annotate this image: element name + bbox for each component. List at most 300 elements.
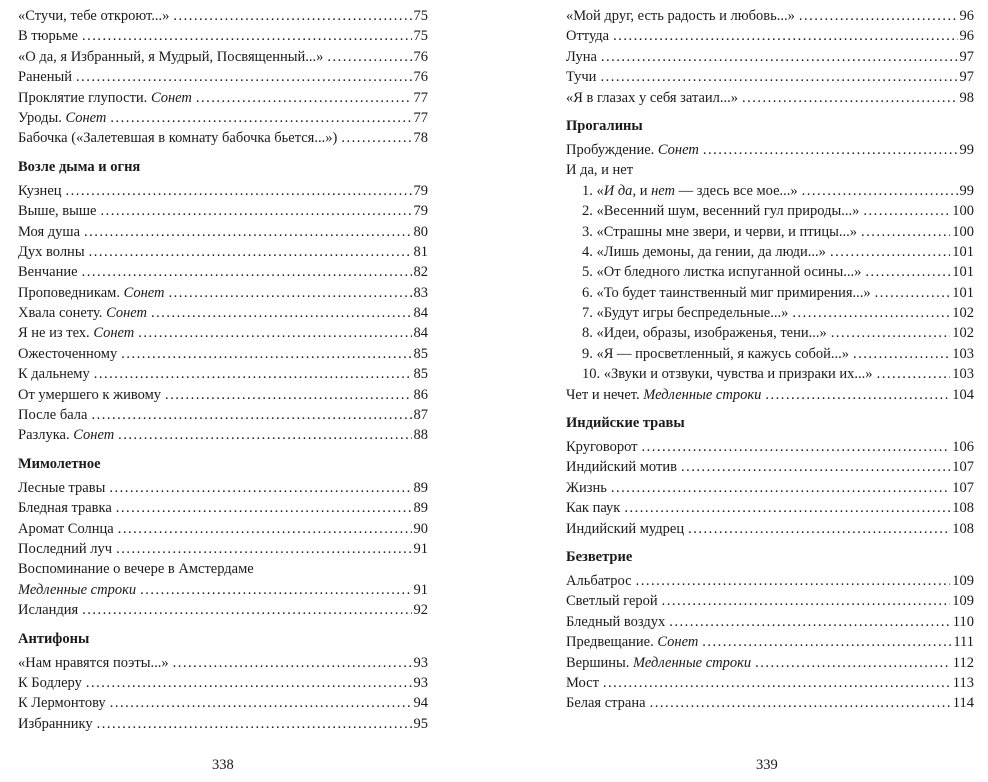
entry-page-number: 96 <box>959 28 974 45</box>
entry-title-text: Избраннику <box>18 715 93 732</box>
entry-title-text: К Лермонтову <box>18 695 106 712</box>
entry-title-text: Бабочка («Залетевшая в комнату бабочка бьется...») <box>18 130 338 147</box>
entry-title <box>566 632 698 652</box>
entry-title-text: Вершины. <box>566 654 634 671</box>
toc-entry <box>18 88 428 108</box>
dot-leader <box>650 693 951 713</box>
entry-title-italic: нет <box>651 182 675 199</box>
entry-title <box>582 323 827 343</box>
toc-entry <box>18 385 428 405</box>
dot-leader <box>624 498 950 518</box>
entry-page-number: 101 <box>952 284 974 301</box>
entry-title-text: Последний луч <box>18 540 113 557</box>
entry-page-number: 99 <box>959 182 974 199</box>
entry-title <box>18 539 112 559</box>
entry-page-number: 93 <box>413 674 428 691</box>
toc-entry <box>566 344 974 364</box>
entry-title <box>566 437 637 457</box>
entry-page-number: 77 <box>413 89 428 106</box>
entry-title-text: Ожесточенному <box>18 345 118 362</box>
entry-title <box>18 498 112 518</box>
entry-page-number: 80 <box>413 223 428 240</box>
entry-title <box>18 47 323 67</box>
toc-entry <box>18 653 428 673</box>
entry-title <box>18 344 117 364</box>
entry-page-number: 102 <box>952 305 974 322</box>
entry-title-text: Оттуда <box>566 28 610 45</box>
dot-leader <box>831 323 950 343</box>
dot-leader <box>799 6 958 26</box>
entry-page-number: 108 <box>952 520 974 537</box>
toc-entry <box>566 653 974 673</box>
entry-page-number: 75 <box>413 8 428 24</box>
entry-title-text: К дальнему <box>18 366 90 383</box>
entry-title-text: Проклятие глупости. <box>18 89 151 106</box>
dot-leader <box>118 425 411 445</box>
toc-entry <box>18 323 428 343</box>
entry-page-number: 85 <box>413 366 428 383</box>
entry-title-italic: Сонет <box>123 284 165 301</box>
entry-title-text: 2. «Весенний шум, весенний гул природы...» <box>582 203 860 220</box>
dot-leader <box>603 673 951 693</box>
toc-entry <box>18 714 428 734</box>
entry-title <box>18 303 147 323</box>
toc-entry <box>566 364 974 384</box>
dot-leader <box>110 108 411 128</box>
entry-title-italic: Сонет <box>93 325 135 342</box>
dot-leader <box>861 222 950 242</box>
entry-page-number: 84 <box>413 325 428 342</box>
entry-page-number: 97 <box>959 69 974 86</box>
toc-entry <box>566 591 974 611</box>
toc-entry <box>18 26 428 46</box>
entry-title <box>566 26 609 46</box>
toc-entry <box>18 405 428 425</box>
toc-entry <box>18 673 428 693</box>
entry-title <box>18 653 169 673</box>
entry-title <box>18 201 96 221</box>
toc-entry <box>566 47 974 67</box>
entry-title-text: 10. «Звуки и отзвуки, чувства и призраки их...» <box>582 366 873 383</box>
toc-entry <box>18 303 428 323</box>
entry-page-number: 109 <box>952 572 974 589</box>
entry-title <box>18 26 78 46</box>
entry-title-italic: Сонет <box>73 427 115 444</box>
entry-page-number: 104 <box>952 386 974 403</box>
entry-title <box>566 457 677 477</box>
toc-entry <box>18 6 428 26</box>
dot-leader <box>802 181 958 201</box>
entry-page-number: 112 <box>952 654 974 671</box>
entry-page-number: 114 <box>952 695 974 712</box>
entry-title <box>566 519 684 539</box>
entry-page-number: 95 <box>413 715 428 732</box>
entry-page-number: 108 <box>952 500 974 517</box>
entry-title-text: Бледная травка <box>18 500 112 517</box>
dot-leader <box>66 181 412 201</box>
entry-page-number: 81 <box>413 243 428 260</box>
entry-title-text: «Нам нравятся поэты...» <box>18 654 169 671</box>
dot-leader <box>681 457 950 477</box>
entry-title <box>566 591 658 611</box>
entry-title <box>582 303 788 323</box>
entry-page-number: 98 <box>959 89 974 106</box>
entry-page-number: 91 <box>413 581 428 598</box>
entry-page-number: 89 <box>413 500 428 517</box>
dot-leader <box>118 519 412 539</box>
left-page <box>18 0 428 782</box>
entry-title-italic: Сонет <box>150 89 192 106</box>
entry-title-text: Жизнь <box>566 479 607 496</box>
toc-entry <box>566 242 974 262</box>
entry-page-number: 101 <box>952 243 974 260</box>
entry-title <box>582 364 873 384</box>
entry-title-text: 9. «Я — просветленный, я кажусь собой...» <box>582 345 850 362</box>
dot-leader <box>165 385 411 405</box>
entry-page-number: 75 <box>413 28 428 45</box>
dot-leader <box>601 47 958 67</box>
toc-entry <box>18 344 428 364</box>
entry-title <box>566 673 599 693</box>
entry-title <box>18 262 78 282</box>
entry-title-text: Дух волны <box>18 243 85 260</box>
entry-title-text: Кузнец <box>18 182 62 199</box>
entry-title-text: После бала <box>18 407 88 424</box>
entry-page-number: 79 <box>413 203 428 220</box>
dot-leader <box>91 405 411 425</box>
dot-leader <box>82 26 412 46</box>
dot-leader <box>100 201 411 221</box>
entry-title <box>18 478 105 498</box>
entry-page-number: 88 <box>413 427 428 444</box>
entry-page-number: 85 <box>413 345 428 362</box>
toc-entry <box>566 571 974 591</box>
toc-list <box>18 0 428 734</box>
dot-leader <box>702 632 951 652</box>
toc-entry <box>566 478 974 498</box>
section-heading: Возле дыма и огня <box>18 158 141 175</box>
entry-title-text: В тюрьме <box>18 28 78 45</box>
entry-title-text: 4. «Лишь демоны, да гении, да люди...» <box>582 243 826 260</box>
dot-leader <box>89 242 412 262</box>
entry-title <box>566 612 665 632</box>
dot-leader <box>76 67 412 87</box>
dot-leader <box>611 478 950 498</box>
toc-entry <box>566 26 974 46</box>
toc-entry <box>566 498 974 518</box>
entry-title-italic: Медленные строки <box>633 654 752 671</box>
entry-title-text: Альбатрос <box>566 572 632 589</box>
entry-title <box>18 6 169 26</box>
entry-title <box>566 47 597 67</box>
toc-entry <box>18 201 428 221</box>
dot-leader <box>116 539 411 559</box>
toc-entry-line: Воспоминание о вечере в Амстердаме <box>18 561 254 578</box>
entry-title-text: «Мой друг, есть радость и любовь...» <box>566 8 795 24</box>
dot-leader <box>151 303 412 323</box>
toc-entry <box>18 108 428 128</box>
toc-entry <box>18 181 428 201</box>
entry-title-text: 7. «Будут игры беспредельные...» <box>582 305 789 322</box>
entry-title-text: Я не из тех. <box>18 325 94 342</box>
entry-title <box>18 128 337 148</box>
dot-leader <box>875 283 951 303</box>
entry-title <box>566 693 646 713</box>
toc-entry <box>566 612 974 632</box>
dot-leader <box>742 88 957 108</box>
entry-title-text: Раненый <box>18 69 72 86</box>
entry-title <box>18 283 165 303</box>
toc-entry <box>18 539 428 559</box>
toc-entry <box>18 283 428 303</box>
entry-title-text: Чет и нечет. <box>566 386 644 403</box>
entry-title <box>18 580 136 600</box>
entry-title <box>582 222 857 242</box>
entry-page-number: 96 <box>959 8 974 24</box>
entry-page-number: 76 <box>413 69 428 86</box>
dot-leader <box>169 283 412 303</box>
entry-page-number: 103 <box>952 366 974 383</box>
entry-title-text: Луна <box>566 48 597 65</box>
toc-entry <box>566 67 974 87</box>
entry-title-italic: Медленные строки <box>18 581 137 598</box>
entry-title <box>582 283 871 303</box>
entry-title <box>18 67 72 87</box>
entry-page-number: 101 <box>952 264 974 281</box>
toc-entry <box>566 693 974 713</box>
entry-title <box>18 242 85 262</box>
dot-leader <box>765 385 950 405</box>
dot-leader <box>641 437 950 457</box>
entry-title <box>566 478 607 498</box>
dot-leader <box>110 693 412 713</box>
entry-page-number: 110 <box>952 613 974 630</box>
entry-title <box>18 108 106 128</box>
entry-title-text: Светлый герой <box>566 593 658 610</box>
entry-title <box>18 519 114 539</box>
toc-entry <box>18 478 428 498</box>
entry-title <box>582 181 798 201</box>
entry-title <box>566 140 699 160</box>
entry-page-number: 86 <box>413 386 428 403</box>
dot-leader <box>109 478 411 498</box>
entry-title-text: Круговорот <box>566 439 638 456</box>
dot-leader <box>97 714 412 734</box>
right-page <box>566 0 974 782</box>
entry-page-number: 77 <box>413 109 428 126</box>
dot-leader <box>86 673 412 693</box>
entry-page-number: 82 <box>413 264 428 281</box>
section-heading: Антифоны <box>18 630 90 647</box>
dot-leader <box>82 262 412 282</box>
page-number: 338 <box>212 757 234 773</box>
entry-title <box>582 262 861 282</box>
entry-title <box>566 498 620 518</box>
entry-title <box>18 181 62 201</box>
toc-list <box>566 0 974 714</box>
entry-title <box>566 67 596 87</box>
entry-title <box>566 653 751 673</box>
dot-leader <box>121 344 411 364</box>
entry-title-text: Венчание <box>18 264 78 281</box>
entry-title-text: Хвала сонету. <box>18 305 107 322</box>
dot-leader <box>792 303 950 323</box>
toc-entry <box>18 67 428 87</box>
entry-title-text: К Бодлеру <box>18 674 82 691</box>
dot-leader <box>82 600 411 620</box>
toc-entry <box>18 519 428 539</box>
entry-page-number: 100 <box>952 203 974 220</box>
entry-title-text: Предвещание. <box>566 634 658 651</box>
entry-title-text: «О да, я Избранный, я Мудрый, Посвященный...» <box>18 48 324 65</box>
dot-leader <box>173 6 411 26</box>
entry-title <box>18 323 134 343</box>
toc-entry <box>18 425 428 445</box>
entry-page-number: 102 <box>952 325 974 342</box>
dot-leader <box>755 653 951 673</box>
entry-title-text: «Я в глазах у себя затаил...» <box>566 89 739 106</box>
dot-leader <box>613 26 957 46</box>
entry-page-number: 99 <box>959 141 974 158</box>
entry-title-text: Аромат Солнца <box>18 520 114 537</box>
entry-page-number: 83 <box>413 284 428 301</box>
entry-page-number: 107 <box>952 479 974 496</box>
entry-page-number: 87 <box>413 407 428 424</box>
dot-leader <box>138 323 411 343</box>
entry-page-number: 113 <box>952 674 974 691</box>
toc-entry <box>566 673 974 693</box>
dot-leader <box>669 612 951 632</box>
entry-title <box>18 714 93 734</box>
entry-title-text: 1. « <box>582 182 604 199</box>
toc-entry <box>566 323 974 343</box>
entry-title-text: Моя душа <box>18 223 81 240</box>
entry-title <box>18 222 80 242</box>
toc-entry <box>18 580 428 600</box>
toc-entry <box>566 457 974 477</box>
entry-title <box>18 600 78 620</box>
entry-title-text: Тучи <box>566 69 597 86</box>
entry-title-text: Индийский мудрец <box>566 520 685 537</box>
entry-title-text: Проповедникам. <box>18 284 124 301</box>
entry-title-text: Исландия <box>18 602 79 619</box>
entry-title-italic: И да <box>603 182 633 199</box>
section-heading: Прогалины <box>566 117 643 134</box>
entry-page-number: 91 <box>413 540 428 557</box>
entry-page-number: 111 <box>953 634 974 651</box>
entry-title-text: 5. «От бледного листка испуганной осины...» <box>582 264 862 281</box>
entry-page-number: 103 <box>952 345 974 362</box>
toc-entry <box>566 262 974 282</box>
toc-entry <box>566 181 974 201</box>
entry-title <box>18 88 192 108</box>
dot-leader <box>662 591 951 611</box>
entry-title-text: 6. «То будет таинственный миг примирения...» <box>582 284 871 301</box>
entry-title-text: 3. «Страшны мне звери, и черви, и птицы...» <box>582 223 857 240</box>
entry-page-number: 100 <box>952 223 974 240</box>
entry-page-number: 94 <box>413 695 428 712</box>
entry-title-text: Белая страна <box>566 695 646 712</box>
toc-entry <box>566 385 974 405</box>
toc-entry <box>566 6 974 26</box>
entry-title <box>566 6 795 26</box>
entry-page-number: 90 <box>413 520 428 537</box>
toc-entry <box>566 632 974 652</box>
page-number: 339 <box>756 757 778 773</box>
entry-title-text: Уроды. <box>18 109 66 126</box>
entry-title <box>18 385 161 405</box>
dot-leader <box>140 580 411 600</box>
toc-entry <box>18 128 428 148</box>
toc-entry <box>566 303 974 323</box>
entry-page-number: 106 <box>952 439 974 456</box>
entry-title <box>566 385 761 405</box>
dot-leader <box>341 128 411 148</box>
entry-title-text: Бледный воздух <box>566 613 666 630</box>
toc-entry <box>566 201 974 221</box>
section-heading: Индийские травы <box>566 415 685 432</box>
entry-page-number: 89 <box>413 479 428 496</box>
entry-title <box>18 364 90 384</box>
entry-title-text: Пробуждение. <box>566 141 658 158</box>
entry-title-text: Выше, выше <box>18 203 97 220</box>
toc-entry <box>18 600 428 620</box>
entry-title-italic: Сонет <box>65 109 107 126</box>
entry-page-number: 79 <box>413 182 428 199</box>
entry-title-text: — здесь все мое...» <box>675 182 798 199</box>
entry-title-text: Как паук <box>566 500 621 517</box>
entry-title-italic: Сонет <box>106 305 147 322</box>
dot-leader <box>877 364 951 384</box>
toc-entry <box>566 222 974 242</box>
entry-title-italic: Сонет <box>657 634 699 651</box>
dot-leader <box>636 571 951 591</box>
toc-entry <box>18 498 428 518</box>
toc-entry <box>566 519 974 539</box>
entry-title <box>566 571 632 591</box>
entry-title-text: От умершего к живому <box>18 386 162 403</box>
entry-page-number: 109 <box>952 593 974 610</box>
toc-entry <box>18 364 428 384</box>
toc-entry <box>566 283 974 303</box>
section-heading: Безветрие <box>566 548 633 565</box>
dot-leader <box>830 242 950 262</box>
toc-entry <box>18 242 428 262</box>
entry-page-number: 93 <box>413 654 428 671</box>
dot-leader <box>173 653 412 673</box>
dot-leader <box>688 519 950 539</box>
toc-entry <box>18 47 428 67</box>
entry-title <box>18 673 82 693</box>
entry-page-number: 92 <box>413 602 428 619</box>
entry-title-text: Мост <box>566 674 599 691</box>
entry-title-text: , и <box>632 182 652 199</box>
toc-entry <box>18 222 428 242</box>
dot-leader <box>94 364 412 384</box>
dot-leader <box>84 222 411 242</box>
entry-title-text: «Стучи, тебе откроют...» <box>18 8 170 24</box>
entry-title <box>582 344 849 364</box>
entry-title <box>566 88 738 108</box>
entry-page-number: 84 <box>413 305 428 322</box>
entry-title-text: Лесные травы <box>18 479 106 496</box>
entry-title <box>18 405 87 425</box>
entry-title-italic: Медленные строки <box>643 386 762 403</box>
entry-page-number: 107 <box>952 459 974 476</box>
entry-title <box>582 242 826 262</box>
entry-page-number: 78 <box>413 130 428 147</box>
toc-entry <box>18 693 428 713</box>
